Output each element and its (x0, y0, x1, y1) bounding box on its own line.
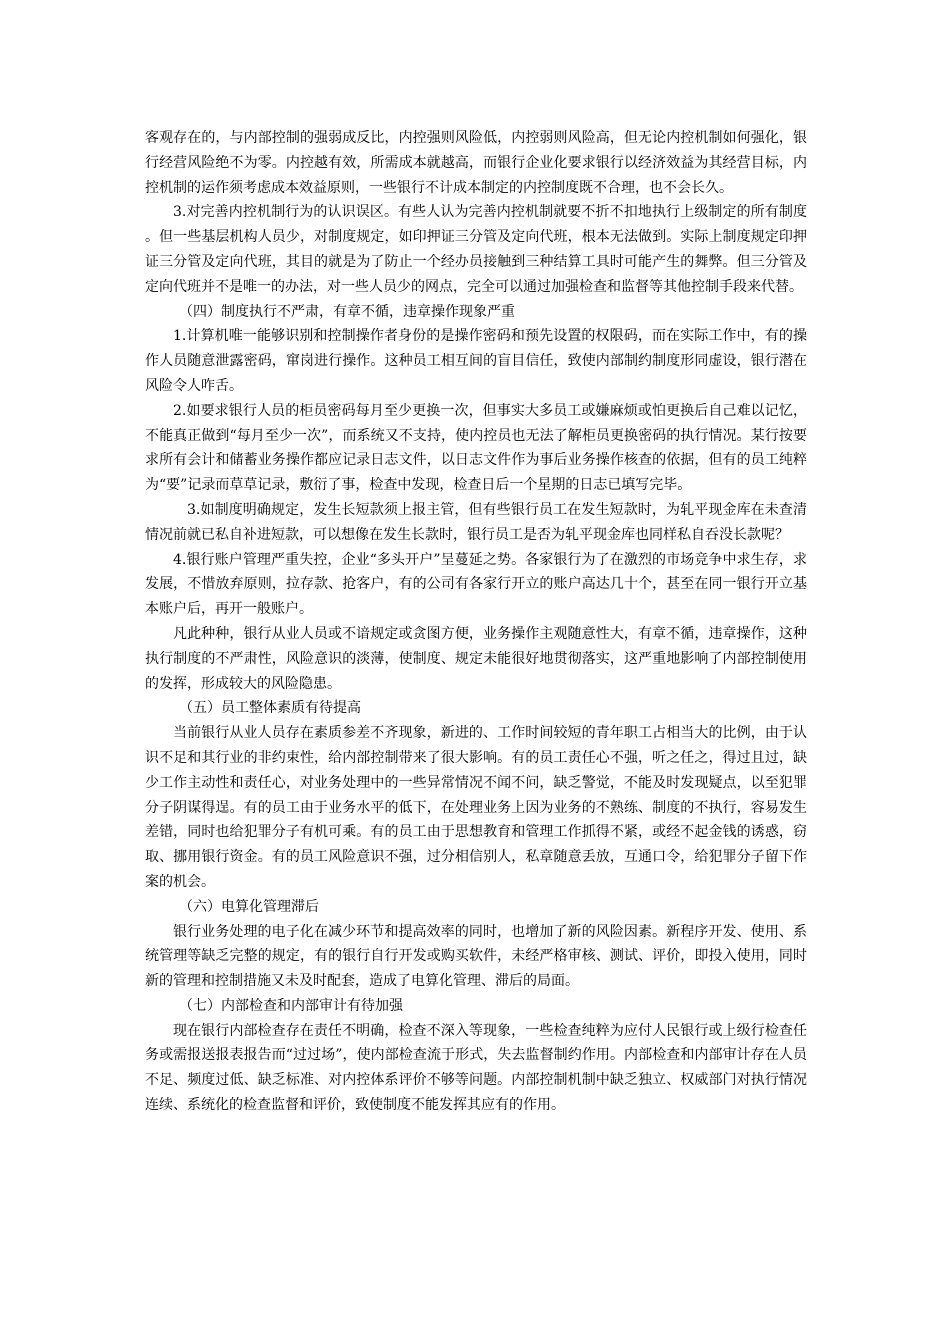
section-heading-4: （四）制度执行不严肃，有章不循，违章操作现象严重 (179, 303, 515, 320)
paragraph-item-2-teller-password: 2.如要求银行人员的柜员密码每月至少更换一次，但事实大多员工或嫌麻烦或怕更换后自己难以记忆，不能真正做到“每月至少一次”，而系统又不支持，使内控员也无法了解柜员更换密码的执行情况。某行按要求所有会计和储蓄业务操作都应记录日志文件，以日志文件作为事后业务操作核查的依据，但有的员工纯粹为“要”记录而草草记录，敷衍了事，检查中发现，检查日后一个星期的日志已填写完毕。 (145, 402, 807, 494)
paragraph-summary: 凡此种种，银行从业人员或不谙规定或贪图方便，业务操作主观随意性大，有章不循，违章操作，这种执行制度的不严肃性，风险意识的淡薄，使制度、规定未能很好地贯彻落实，这严重地影响了内部控制使用的发挥，形成较大的风险隐患。 (145, 625, 807, 692)
paragraph-internal-audit: 现在银行内部检查存在责任不明确，检查不深入等现象，一些检查纯粹为应付人民银行或上级行检查任务或需报送报表报告而“过过场”，使内部检查流于形式，失去监督制约作用。内部检查和内部审计存在人员不足、频度过低、缺乏标准、对内控体系评价不够等问题。内部控制机制中缺乏独立、权威部门对执行情况连续、系统化的检查监督和评价，致使制度不能发挥其应有的作用。 (145, 1022, 807, 1114)
document-page (145, 126, 807, 1118)
paragraph-item-1-password: 1.计算机唯一能够识别和控制操作者身份的是操作密码和预先设置的权限码，而在实际工作中，有的操作人员随意泄露密码，窜岗进行操作。这种员工相互间的盲目信任，致使内部制约制度形同虚设，银行潜在风险令人咋舌。 (145, 328, 807, 394)
paragraph-computerization: 银行业务处理的电子化在减少环节和提高效率的同时，也增加了新的风险因素。新程序开发、使用、系统管理等缺乏完整的规定，有的银行自行开发或购买软件，未经严格审核、测试、评价，即投入使用，同时新的管理和控制措施又未及时配套，造成了电算化管理、滞后的局面。 (145, 923, 807, 990)
paragraph-continuation: 客观存在的，与内部控制的强弱成反比，内控强则风险低，内控弱则风险高，但无论内控机制如何强化，银行经营风险绝不为零。内控越有效，所需成本就越高，而银行企业化要求银行以经济效益为其经营目标，内控机制的运作须考虑成本效益原则，一些银行不计成本制定的内控制度既不合理，也不会长久。 (145, 130, 807, 196)
paragraph-staff-quality: 当前银行从业人员存在素质参差不齐现象，新进的、工作时间较短的青年职工占相当大的比例，由于认识不足和其行业的非约束性，给内部控制带来了很大影响。有的员工责任心不强，听之任之，得过且过，缺少工作主动性和责任心，对业务处理中的一些异常情况不闻不问，缺乏警觉，不能及时发现疑点，以至犯罪分子阴谋得逞。有的员工由于业务水平的低下，在处理业务上因为业务的不熟练、制度的不执行，容易发生差错，同时也给犯罪分子有机可乘。有的员工由于思想教育和管理工作抓得不紧，或经不起金钱的诱惑，窃取、挪用银行资金。有的员工风险意识不强，过分相信别人，私章随意丢放，互通口令，给犯罪分子留下作案的机会。 (145, 725, 807, 890)
section-heading-5: （五）员工整体素质有待提高 (179, 700, 361, 717)
section-heading-7: （七）内部检查和内部审计有待加强 (179, 997, 403, 1014)
section-heading-6: （六）电算化管理滞后 (179, 898, 319, 915)
paragraph-item-3-misconception: 3.对完善内控机制行为的认识误区。有些人认为完善内控机制就要不折不扣地执行上级制定的所有制度。但一些基层机构人员少，对制度规定，如印押证三分管及定向代班，根本无法做到。实际上制度规定印押证三分管及定向代班，其目的就是为了防止一个经办员接触到三种结算工具时可能产生的舞弊。但三分管及定向代班并不是唯一的办法，对一些人员少的网点，完全可以通过加强检查和监督等其他控制手段来代替。 (145, 204, 807, 295)
paragraph-item-4-accounts: 4.银行账户管理严重失控，企业“多头开户”呈蔓延之势。各家银行为了在激烈的市场竞争中求生存，求发展，不惜放弃原则，拉存款、抢客户，有的公司有各家行开立的账户高达几十个，甚至在同一银行开立基本账户后，再开一般账户。 (145, 551, 807, 618)
paragraph-item-3-cash-shortage: 3.如制度明确规定，发生长短款须上报主管，但有些银行员工在发生短款时，为轧平现金库在未查清情况前就已私自补进短款，可以想像在发生长款时，银行员工是否为轧平现金库也同样私自吞没长款呢？ (145, 501, 807, 543)
